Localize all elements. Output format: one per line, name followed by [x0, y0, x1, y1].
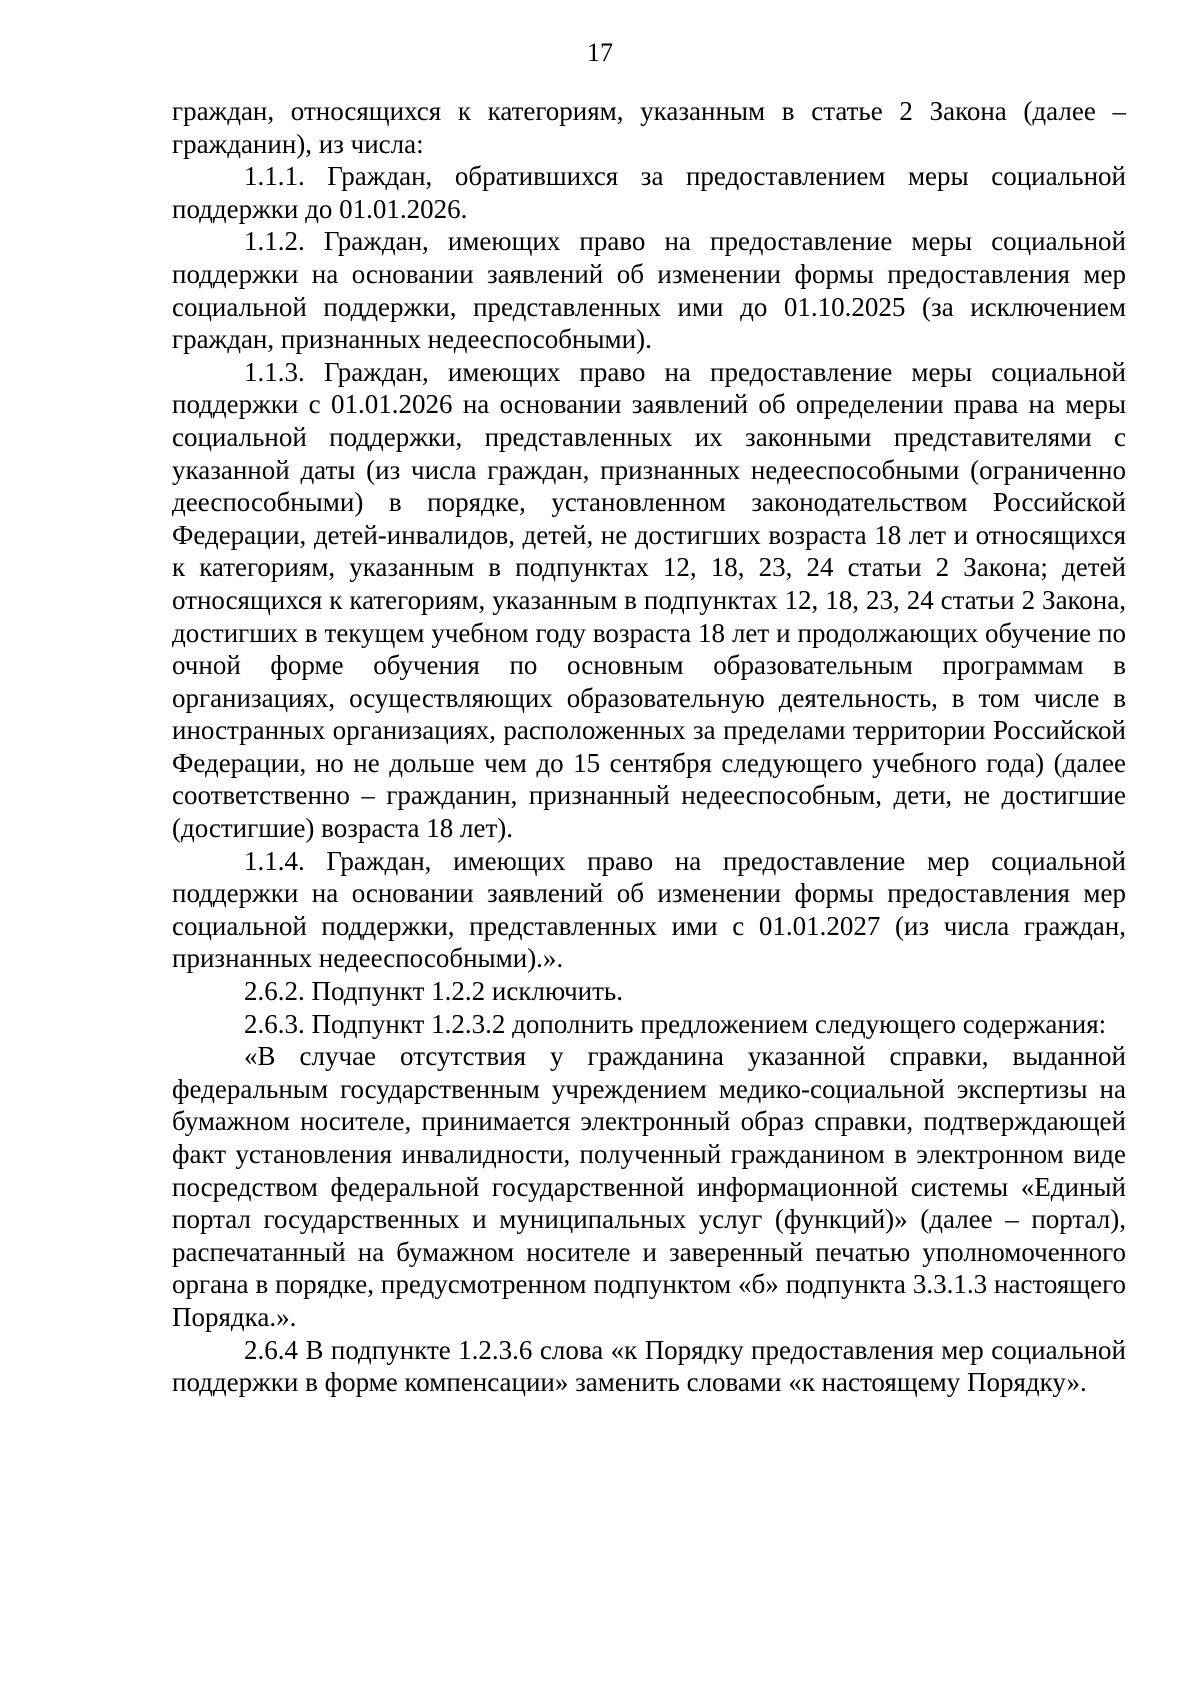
paragraph-2-6-4: 2.6.4 В подпункте 1.2.3.6 слова «к Порядку предоставления мер социальной поддержки в форме компенсации» заменить словами «к настоящему Порядку».: [172, 1334, 1126, 1398]
paragraph-1-1-3: 1.1.3. Граждан, имеющих право на предоставление меры социальной поддержки с 01.01.2026 на основании заявлений об определении права на меры социальной поддержки, представленных их законными представителями с указанной даты (из числа граждан, признанных недееспособными (ограниченно дееспособными) в порядке, установленном законодательством Российской Федерации, детей-инвалидов, детей, не достигших возраста 18 лет и относящихся к категориям, указанным в подпунктах 12, 18, 23, 24 статьи 2 Закона; детей относящихся к категориям, указанным в подпунктах 12, 18, 23, 24 статьи 2 Закона, достигших в текущем учебном году возраста 18 лет и продолжающих обучение по очной форме обучения по основным образовательным программам в организациях, осуществляющих образовательную деятельность, в том числе в иностранных организациях, расположенных за пределами территории Российской Федерации, но не дольше чем до 15 сентября следующего учебного года) (далее соответственно – гражданин, признанный недееспособным, дети, не достигшие (достигшие) возраста 18 лет).: [172, 356, 1126, 844]
paragraph-2-6-3: 2.6.3. Подпункт 1.2.3.2 дополнить предложением следующего содержания:: [244, 1008, 1107, 1039]
paragraph-2-6-3-quote: «В случае отсутствия у гражданина указанной справки, выданной федеральным государственным учреждением медико-социальной экспертизы на бумажном носителе, принимается электронный образ справки, подтверждающей факт установления инвалидности, полученный гражданином в электронном виде посредством федеральной государственной информационной системы «Единый портал государственных и муниципальных услуг (функций)» (далее – портал), распечатанный на бумажном носителе и заверенный печатью уполномоченного органа в порядке, предусмотренном подпунктом «б» подпункта 3.3.1.3 настоящего Порядка.».: [172, 1041, 1126, 1332]
paragraph-2-6-2: 2.6.2. Подпункт 1.2.2 исключить.: [244, 976, 623, 1007]
paragraph-1-1-2: 1.1.2. Граждан, имеющих право на предоставление меры социальной поддержки на основании заявлений об изменении формы предоставления мер социальной поддержки, представленных ими до 01.10.2025 (за исключением граждан, признанных недееспособными).: [172, 226, 1126, 355]
paragraph-continuation: граждан, относящихся к категориям, указанным в статье 2 Закона (далее – гражданин), из числа:: [172, 96, 1126, 159]
paragraph-1-1-4: 1.1.4. Граждан, имеющих право на предоставление мер социальной поддержки на основании заявлений об изменении формы предоставления мер социальной поддержки, представленных ими с 01.01.2027 (из числа граждан, признанных недееспособными).».: [172, 845, 1126, 974]
paragraph-1-1-1: 1.1.1. Граждан, обратившихся за предоставлением меры социальной поддержки до 01.01.2026.: [172, 161, 1126, 224]
document-body: [172, 95, 1126, 1399]
page-number: 17: [587, 38, 613, 67]
